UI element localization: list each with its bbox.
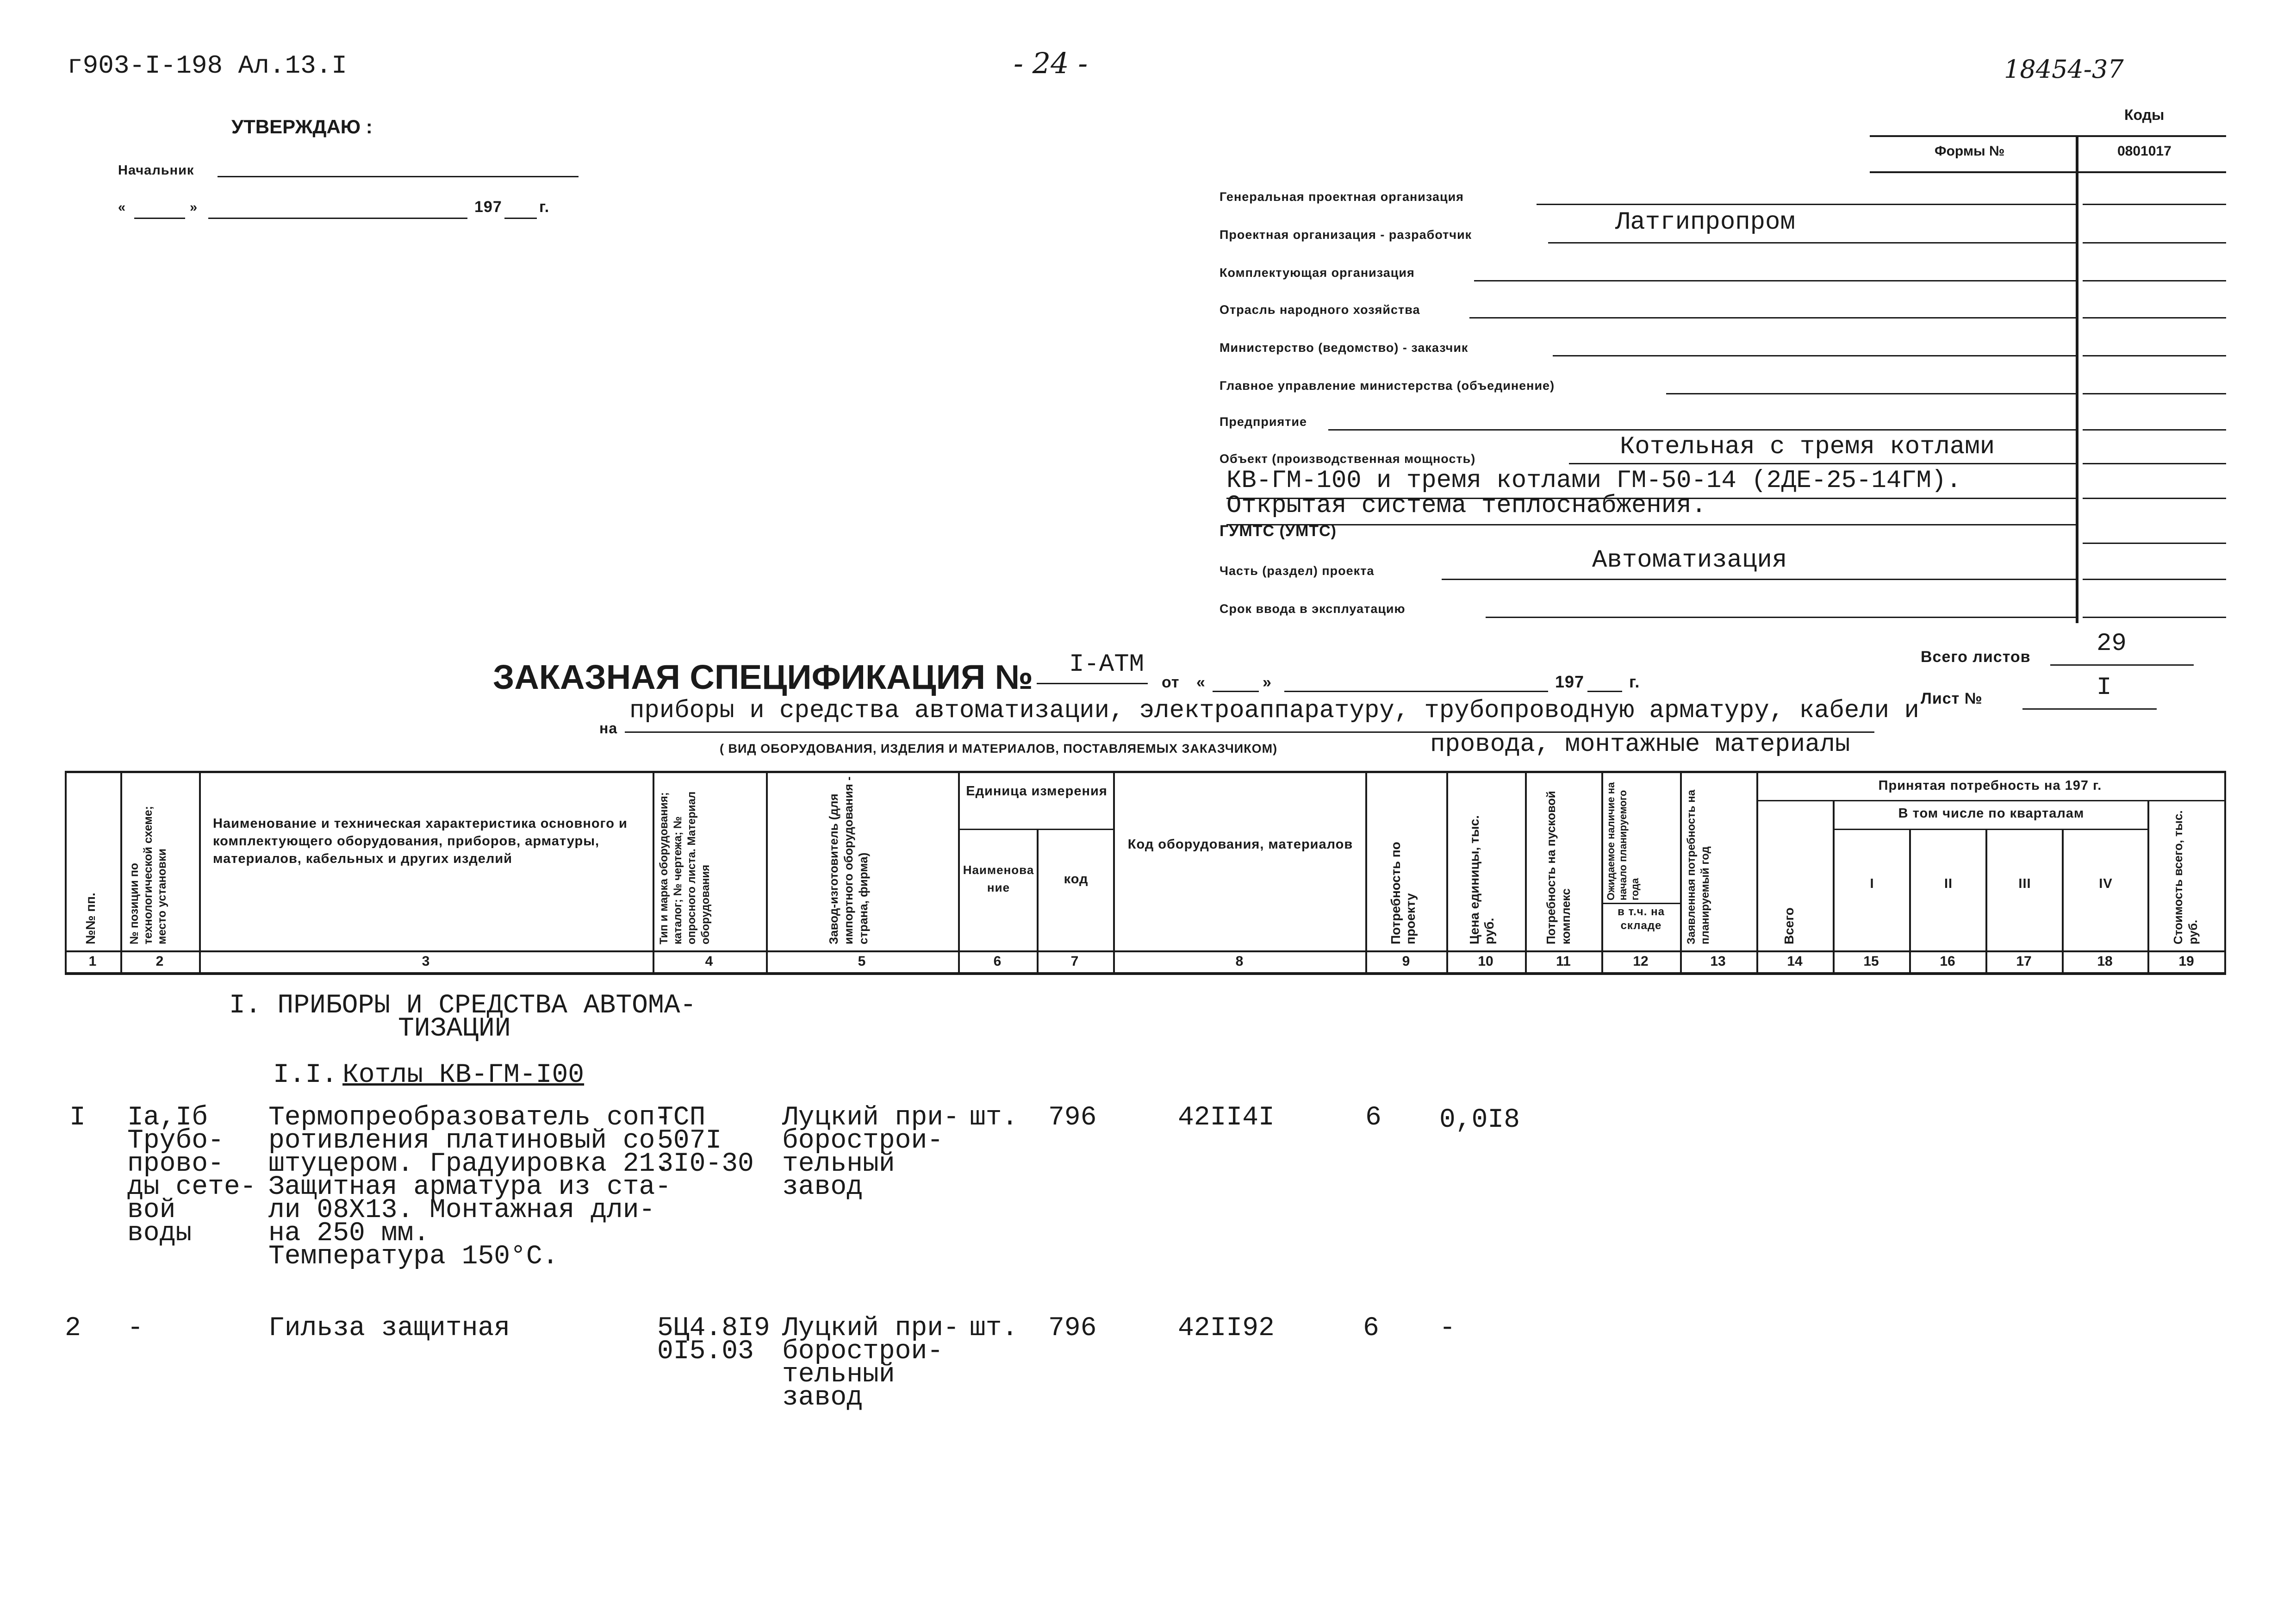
page-number: - 24 - (1014, 46, 1088, 80)
org-code-branch (2083, 299, 2226, 319)
vline (1601, 771, 1603, 974)
col-num: 18 (2097, 954, 2113, 969)
col-9-header: Потребность по проекту (1388, 842, 1418, 944)
type-line: ТСП (657, 1103, 706, 1133)
org-code-enterprise (2083, 411, 2226, 431)
col-3-header: Наименование и техническая характеристика основного и комплектующего оборудования, приборов, арматуры, материалов, кабельных и других изделий (213, 816, 628, 866)
vline (1680, 771, 1682, 974)
quarters-header: В том числе по кварталам (1898, 806, 2084, 821)
row-qty: 6 (1365, 1103, 1381, 1133)
row-price: 0,0I8 (1439, 1105, 1520, 1135)
col-num: 12 (1633, 954, 1649, 969)
spec-year-line (1587, 672, 1622, 692)
accepted-header: Принятая потребность на 197 г. (1878, 778, 2102, 793)
chief-line (218, 157, 579, 177)
position-line: Трубо- (127, 1126, 224, 1156)
subsection-number: I.I. (273, 1060, 338, 1090)
approve-month-line (208, 199, 467, 219)
org-line-supply (1474, 262, 2076, 281)
org-line-object (1569, 444, 2076, 464)
spec-year: 197 (1555, 672, 1585, 691)
forms-value: 0801017 (2117, 144, 2172, 159)
forms-label: Формы № (1935, 144, 2005, 159)
row-number: I (69, 1103, 86, 1133)
col-11-header: Потребность на пусковой комплекс (1544, 791, 1573, 944)
maker-line: Луцкий при- (782, 1313, 959, 1343)
org-label-gumts: ГУМТС (УМТС) (1220, 522, 1337, 540)
sheet-line (2022, 690, 2157, 710)
org-code-ministry (2083, 337, 2226, 356)
unit-group-header: Единица измерения (966, 784, 1108, 799)
col-num: 7 (1070, 954, 1079, 969)
vline (2062, 829, 2064, 974)
approve-label: УТВЕРЖДАЮ : (231, 116, 373, 137)
q4-header: IV (2099, 876, 2113, 891)
position-line: прово- (127, 1149, 224, 1179)
org-code-developer (2083, 224, 2226, 244)
org-label-branch: Отрасль народного хозяйства (1220, 303, 1420, 317)
vline (1525, 771, 1527, 974)
approve-date-open: « (118, 200, 126, 215)
accepted-rule (1756, 800, 2224, 801)
spec-month-line (1284, 672, 1548, 692)
vline (1985, 829, 1987, 974)
org-code-supply (2083, 262, 2226, 281)
org-label-supply: Комплектующая организация (1220, 266, 1415, 280)
vline (766, 771, 768, 974)
org-label-part: Часть (раздел) проекта (1220, 564, 1375, 578)
sheet-value: I (2097, 674, 2112, 702)
row-unit-code: 796 (1048, 1103, 1097, 1133)
type-line: 3I0-30 (657, 1149, 754, 1179)
org-line-part (1442, 560, 2076, 580)
col-14-header: Всего (1782, 907, 1796, 944)
col-num: 19 (2178, 954, 2194, 969)
name-line: Термопреобразователь соп- (268, 1103, 672, 1133)
org-label-department: Главное управление министерства (объединение) (1220, 379, 1555, 393)
vline (199, 771, 201, 974)
spec-number-line (1037, 662, 1148, 684)
maker-line: завод (782, 1172, 863, 1202)
section-title: I. ПРИБОРЫ И СРЕДСТВА АВТОМА- (229, 991, 697, 1021)
org-label-object: Объект (производственная мощность) (1220, 452, 1476, 466)
approve-year: 197 (474, 198, 502, 216)
org-line-ministry (1553, 337, 2076, 356)
codes-divider (2076, 137, 2078, 623)
row-name: Гильза защитная (268, 1313, 510, 1343)
position-line: воды (127, 1218, 192, 1249)
subject-na: на (599, 720, 618, 737)
object-code-2 (2083, 479, 2226, 499)
row-number: 2 (65, 1313, 81, 1343)
col-num: 1 (88, 954, 97, 969)
org-code-part (2083, 560, 2226, 580)
col-num: 16 (1940, 954, 1955, 969)
col-num: 11 (1556, 954, 1571, 969)
org-label-enterprise: Предприятие (1220, 415, 1307, 429)
maker-line: тельный (782, 1149, 895, 1179)
org-line-developer (1548, 224, 2076, 244)
stock-rule (1601, 903, 1680, 904)
unit-group-rule (958, 829, 1113, 830)
col-12b-header: в т.ч. на складе (1618, 906, 1665, 932)
approve-date-close: » (190, 200, 198, 215)
col-6-header: Наименование (963, 863, 1034, 894)
vline (1833, 801, 1835, 974)
spec-from: от (1162, 674, 1180, 691)
codes-top-rule (1870, 135, 2226, 137)
col-num: 4 (705, 954, 713, 969)
org-line-department (1666, 375, 2076, 394)
maker-line: борострои- (782, 1126, 944, 1156)
row-maker (782, 1313, 959, 1413)
row-code: 42II4I (1178, 1103, 1275, 1133)
org-label-developer: Проектная организация - разработчик (1220, 228, 1472, 242)
table-top-rule (65, 771, 2226, 773)
col-19-header: Стоимость всего, тыс. руб. (2171, 810, 2200, 944)
chief-label: Начальник (118, 163, 194, 178)
org-code-gumts (2083, 524, 2226, 544)
org-value-developer: Латгипропром (1615, 208, 1795, 237)
kind-caption: ( ВИД ОБОРУДОВАНИЯ, ИЗДЕЛИЯ И МАТЕРИАЛОВ, ПОСТАВЛЯЕМЫХ ЗАКАЗЧИКОМ) (720, 742, 1278, 756)
col-num: 2 (156, 954, 164, 969)
col-10-header: Цена единицы, тыс. руб. (1467, 815, 1496, 944)
col-2-header: № позиции по технологической схеме; место установки (128, 806, 168, 944)
col-num: 15 (1863, 954, 1879, 969)
spec-year-g: г. (1629, 672, 1640, 691)
org-value-part: Автоматизация (1592, 546, 1787, 575)
codes-title: Коды (2124, 106, 2165, 123)
vline (958, 771, 960, 974)
type-line: 0I5.03 (657, 1337, 754, 1367)
spec-date-close: » (1263, 674, 1272, 691)
approve-year-line (504, 199, 537, 219)
col-num: 13 (1710, 954, 1726, 969)
row-position (127, 1103, 256, 1249)
col-num: 3 (422, 954, 430, 969)
type-line: 5Ц4.8I9 (657, 1313, 770, 1343)
maker-line: тельный (782, 1360, 895, 1390)
row-type (657, 1313, 770, 1367)
name-line: на 250 мм. (268, 1218, 430, 1249)
maker-line: завод (782, 1383, 863, 1413)
vline (1909, 829, 1911, 974)
name-line: Защитная арматура из ста- (268, 1172, 672, 1202)
name-line: Температура 150°С. (268, 1242, 559, 1272)
vline (1756, 771, 1758, 974)
spec-title: ЗАКАЗНАЯ СПЕЦИФИКАЦИЯ № (493, 658, 1033, 696)
name-line: штуцером. Градуировка 21. (268, 1149, 672, 1179)
col-num: 6 (993, 954, 1002, 969)
col-1-header: №№ пп. (83, 893, 98, 944)
codes-forms-rule (1870, 171, 2226, 173)
row-unit-code: 796 (1048, 1313, 1097, 1343)
vline (1037, 829, 1039, 974)
org-label-ministry: Министерство (ведомство) - заказчик (1220, 341, 1468, 355)
row-qty: 6 (1363, 1313, 1379, 1343)
quarter-rule (1833, 829, 2147, 830)
org-value-object: Котельная с тремя котлами (1620, 433, 1995, 461)
col-7-header: код (1064, 872, 1089, 887)
row-position: - (127, 1313, 143, 1343)
col-12-header: Ожидаемое наличие на начало планируемого года (1605, 782, 1641, 900)
spec-date-open: « (1196, 674, 1206, 691)
table-head-rule (65, 950, 2226, 952)
name-line: ли 08Х13. Монтажная дли- (268, 1195, 655, 1225)
sheet-label: Лист № (1921, 690, 1983, 707)
row-unit: шт. (970, 1103, 1018, 1133)
q1-header: I (1870, 876, 1874, 891)
row-maker (782, 1103, 959, 1202)
col-4-header: Тип и марка оборудования; каталог; № чертежа; № опросного листа. Материал оборудования (658, 791, 712, 944)
table-num-rule (65, 972, 2226, 975)
col-num: 10 (1478, 954, 1493, 969)
col-5-header: Завод-изготовитель (для импортного оборудования - страна, фирма) (827, 776, 870, 944)
vline (2147, 801, 2149, 974)
approve-year-g: г. (539, 198, 550, 216)
position-line: вой (127, 1195, 176, 1225)
name-line: ротивления платиновый со (268, 1126, 655, 1156)
position-line: ды сете- (127, 1172, 256, 1202)
col-8-header: Код оборудования, материалов (1127, 837, 1353, 852)
maker-line: Луцкий при- (782, 1103, 959, 1133)
total-sheets-label: Всего листов (1921, 648, 2031, 666)
subject-line-1: приборы и средства автоматизации, электроаппаратуру, трубопроводную арматуру, кабели и (629, 697, 1919, 725)
total-sheets-value: 29 (2097, 630, 2127, 658)
q2-header: II (1944, 876, 1953, 891)
vline (1365, 771, 1367, 974)
org-line-commission (1486, 598, 2076, 618)
col-num: 17 (2016, 954, 2032, 969)
col-13-header: Заявленная потребность на планируемый год (1685, 789, 1711, 944)
subject-rule-1 (625, 711, 1874, 733)
object-line-2: КВ-ГМ-100 и тремя котлами ГМ-50-14 (2ДЕ-25-14ГМ). (1226, 467, 1961, 495)
org-code-department (2083, 375, 2226, 394)
total-sheets-line (2050, 646, 2194, 666)
col-num: 14 (1787, 954, 1803, 969)
q3-header: III (2018, 876, 2031, 891)
org-line-branch (1469, 299, 2076, 319)
row-price: - (1439, 1313, 1456, 1343)
org-code-commission (2083, 598, 2226, 618)
type-line: 507I (657, 1126, 722, 1156)
vline (65, 771, 67, 974)
spec-day-line (1213, 672, 1259, 692)
section-title-2: ТИЗАЦИИ (398, 1014, 511, 1044)
org-line-enterprise (1328, 411, 2076, 431)
vline (120, 771, 122, 974)
approve-day-line (134, 199, 185, 219)
row-code: 42II92 (1178, 1313, 1275, 1343)
col-num: 8 (1235, 954, 1244, 969)
vline (2224, 771, 2226, 974)
object-line-3: Открытая система теплоснабжения. (1226, 492, 1706, 520)
org-code-general (2083, 185, 2226, 205)
subject-line-2: провода, монтажные материалы (1430, 731, 1850, 759)
org-line-general (1537, 185, 2076, 205)
vline (653, 771, 654, 974)
org-label-commission: Срок ввода в эксплуатацию (1220, 602, 1406, 616)
maker-line: борострои- (782, 1337, 944, 1367)
row-type (657, 1103, 754, 1179)
document-code: г903-I-198 Ал.13.I (67, 51, 347, 81)
archive-number: 18454-37 (2004, 55, 2124, 84)
vline (1113, 771, 1115, 974)
spec-number: I-АТМ (1069, 650, 1145, 679)
row-unit: шт. (970, 1313, 1018, 1343)
col-num: 9 (1402, 954, 1410, 969)
col-num: 5 (858, 954, 866, 969)
position-line: Iа,Iб (127, 1103, 208, 1133)
subsection-title: Котлы КВ-ГМ-I00 (342, 1060, 585, 1090)
org-code-object (2083, 444, 2226, 464)
vline (1446, 771, 1448, 974)
org-line-gumts (1226, 506, 2076, 525)
row-name (268, 1103, 672, 1272)
org-label-general: Генеральная проектная организация (1220, 190, 1464, 204)
